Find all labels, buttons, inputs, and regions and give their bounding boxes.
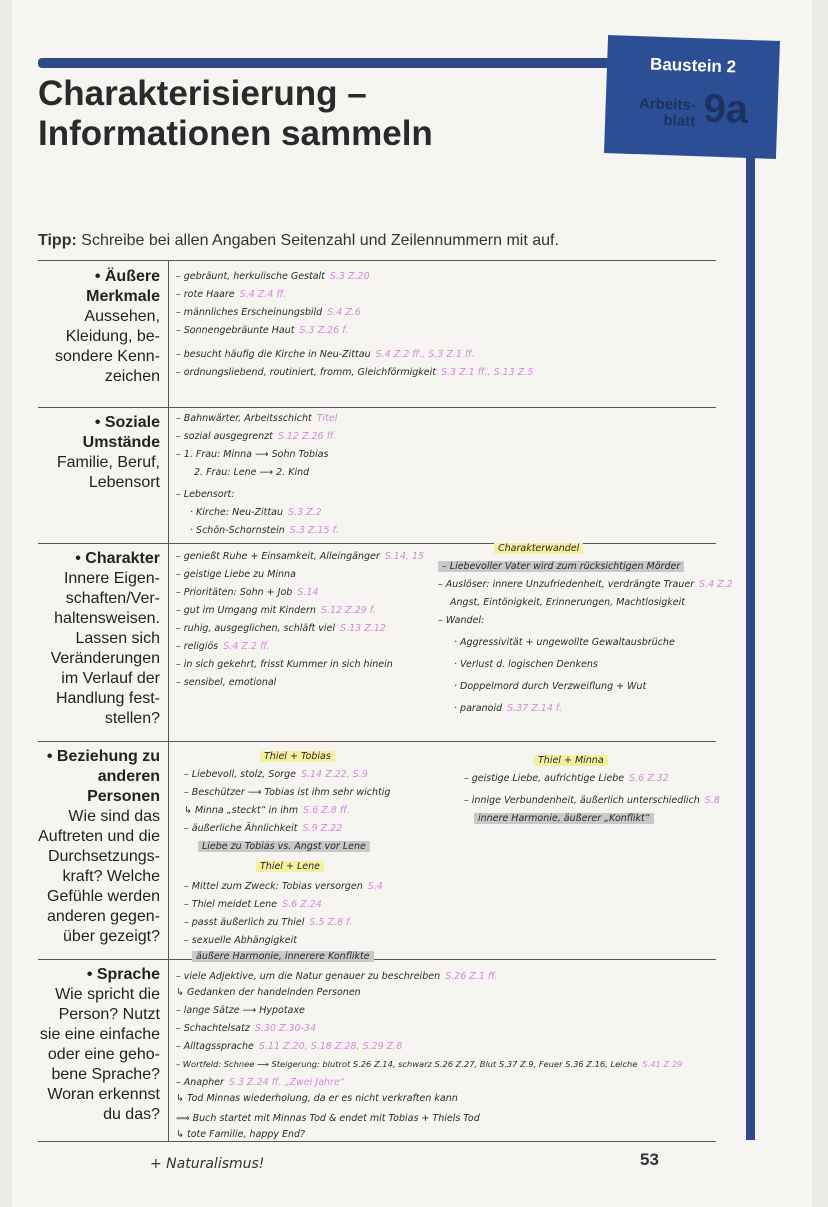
worksheet-table xyxy=(38,260,733,1142)
note-line: Angst, Eintönigkeit, Erinnerungen, Machtlosigkeit xyxy=(450,597,685,608)
row-heading: • Äußere Merkmale xyxy=(38,267,160,307)
note-line: – Alltagssprache S.11 Z.20, S.18 Z.28, S.29 Z.8 xyxy=(176,1041,403,1052)
note-line: – sozial ausgegrenzt S.12 Z.26 ff. xyxy=(176,431,337,442)
note-line: Liebe zu Tobias vs. Angst vor Lene xyxy=(198,841,375,852)
note-line: – besucht häufig die Kirche in Neu-Zittau S.4 Z.2 ff., S.3 Z.1 ff. xyxy=(176,349,475,360)
module-badge xyxy=(604,35,780,159)
tip-body: Schreibe bei allen Angaben Seitenzahl und Zeilennummern mit auf. xyxy=(81,232,559,249)
note-line: · Doppelmord durch Verzweiflung + Wut xyxy=(454,681,647,692)
note-line: – sensibel, emotional xyxy=(176,677,277,688)
note-line: – in sich gekehrt, frisst Kummer in sich hinein xyxy=(176,659,393,670)
row-description: Familie, Beruf, Lebensort xyxy=(56,454,160,491)
page-number: 53 xyxy=(640,1150,659,1169)
note-line: – Anapher S.3 Z.24 ff. „Zwei Jahre“ xyxy=(176,1077,345,1088)
handwritten-footnote: + Naturalismus! xyxy=(150,1156,265,1172)
badge-module: Baustein 2 xyxy=(649,54,737,77)
row-description: Wie sind das Auftreten und die Durchsetzungs- kraft? Welche Gefühle werden anderen gegen- über gezeigt? xyxy=(38,808,160,945)
row-label xyxy=(38,549,160,729)
note-line: ↳ Minna „steckt“ in ihm S.6 Z.8 ff. xyxy=(184,805,350,816)
subheading: Thiel + Minna xyxy=(534,755,608,766)
row-heading: • Soziale Umstände xyxy=(38,413,160,453)
note-line: – ruhig, ausgeglichen, schläft viel S.13 Z.12 xyxy=(176,623,386,634)
note-line: – männliches Erscheinungsbild S.4 Z.6 xyxy=(176,307,361,318)
note-line: – viele Adjektive, um die Natur genauer zu beschreiben S.26 Z.1 ff. xyxy=(176,971,498,982)
note-line: – äußerliche Ähnlichkeit S.9 Z.22 xyxy=(184,823,343,834)
row-label xyxy=(38,267,160,387)
badge-label: Arbeits- blatt xyxy=(638,95,696,131)
row-label xyxy=(38,413,160,493)
note-line: – Schachtelsatz S.30 Z.30-34 xyxy=(176,1023,317,1034)
note-line: · Kirche: Neu-Zittau S.3 Z.2 xyxy=(190,507,322,518)
note-line: – geistige Liebe zu Minna xyxy=(176,569,296,580)
note-line: · Aggressivität + ungewollte Gewaltausbrüche xyxy=(454,637,675,648)
note-line: ↳ Tod Minnas wiederholung, da er es nicht verkraften kann xyxy=(176,1093,458,1104)
note-line: – rote Haare S.4 Z.4 ff. xyxy=(176,289,287,300)
note-line: – Beschützer ⟶ Tobias ist ihm sehr wichtig xyxy=(184,787,391,798)
note-line: – 1. Frau: Minna ⟶ Sohn Tobias xyxy=(176,449,329,460)
note-line: – Liebevoller Vater wird zum rücksichtigen Mörder xyxy=(438,561,689,572)
table-row xyxy=(38,407,716,544)
table-row xyxy=(38,261,716,408)
note-line: · Schön-Schornstein S.3 Z.15 f. xyxy=(190,525,339,536)
note-line: – Bahnwärter, Arbeitsschicht Titel xyxy=(176,413,338,424)
note-line: innere Harmonie, äußerer „Konflikt“ xyxy=(474,813,659,824)
table-row xyxy=(38,741,720,962)
page-title xyxy=(38,74,433,154)
row-label xyxy=(38,747,160,947)
row-heading: • Beziehung zu anderen Personen xyxy=(38,747,160,807)
table-row xyxy=(38,959,716,1141)
note-line: 2. Frau: Lene ⟶ 2. Kind xyxy=(194,467,310,478)
note-line: äußere Harmonie, innerere Konflikte xyxy=(192,951,379,962)
note-line: – innige Verbundenheit, äußerlich unterschiedlich S.8 xyxy=(464,795,720,806)
note-line: – Lebensort: xyxy=(176,489,235,500)
subheading: Charakterwandel xyxy=(494,543,583,554)
note-line: · paranoid S.37 Z.14 f. xyxy=(454,703,563,714)
note-line: – Sonnengebräunte Haut S.3 Z.26 f. xyxy=(176,325,349,336)
row-description: Wie spricht die Person? Nutzt sie eine einfache oder eine geho- bene Sprache? Woran erkennst du das? xyxy=(39,986,160,1123)
note-line: – gebräunt, herkulische Gestalt S.3 Z.20 xyxy=(176,271,370,282)
note-line: – Liebevoll, stolz, Sorge S.14 Z.22, S.9 xyxy=(184,769,368,780)
subheading: Thiel + Tobias xyxy=(260,751,335,762)
note-line: – Wandel: xyxy=(438,615,485,626)
badge-number: 9a xyxy=(702,86,749,132)
note-line: – genießt Ruhe + Einsamkeit, Alleingänger S.14, 15 xyxy=(176,551,425,562)
note-line: – ordnungsliebend, routiniert, fromm, Gleichförmigkeit S.3 Z.1 ff., S.13 Z.5 xyxy=(176,367,534,378)
note-line: – gut im Umgang mit Kindern S.12 Z.29 f. xyxy=(176,605,376,616)
side-rule xyxy=(746,150,755,1140)
title-line-2: Informationen sammeln xyxy=(38,114,433,153)
note-line: ⟹ Buch startet mit Minnas Tod & endet mit Tobias + Thiels Tod xyxy=(176,1113,480,1124)
tip-text xyxy=(38,232,559,250)
note-line: – passt äußerlich zu Thiel S.5 Z.8 f. xyxy=(184,917,353,928)
note-line: – religiös S.4 Z.2 ff. xyxy=(176,641,270,652)
note-line: – Auslöser: innere Unzufriedenheit, verdrängte Trauer S.4 Z.2 xyxy=(438,579,733,590)
subheading: Thiel + Lene xyxy=(256,861,324,872)
note-line: ↳ Gedanken der handelnden Personen xyxy=(176,987,361,998)
row-label xyxy=(38,965,160,1125)
table-row xyxy=(38,543,733,742)
title-line-1: Charakterisierung – xyxy=(38,74,367,113)
row-heading: • Sprache xyxy=(38,965,160,985)
note-line: – lange Sätze ⟶ Hypotaxe xyxy=(176,1005,305,1016)
row-description: Innere Eigen- schaften/Ver- haltensweisen. Lassen sich Veränderungen im Verlauf der Handlung fest- stellen? xyxy=(50,570,160,727)
top-rule xyxy=(38,58,610,68)
note-line: – Wortfeld: Schnee ⟶ Steigerung: blutrot S.26 Z.14, schwarz S.26 Z.27, Blut S.37 Z.9, Feuer S.36 Z.16, Leiche S.41 Z.29 xyxy=(176,1059,683,1069)
row-heading: • Charakter xyxy=(38,549,160,569)
note-line: · Verlust d. logischen Denkens xyxy=(454,659,598,670)
row-description: Aussehen, Kleidung, be- sondere Kenn- zeichen xyxy=(55,308,160,385)
tip-label: Tipp: xyxy=(38,232,77,249)
note-line: ↳ tote Familie, happy End? xyxy=(176,1129,306,1140)
note-line: – Prioritäten: Sohn + Job S.14 xyxy=(176,587,319,598)
note-line: – sexuelle Abhängigkeit xyxy=(184,935,297,946)
note-line: – geistige Liebe, aufrichtige Liebe S.6 Z.32 xyxy=(464,773,669,784)
note-line: – Thiel meidet Lene S.6 Z.24 xyxy=(184,899,322,910)
note-line: – Mittel zum Zweck: Tobias versorgen S.4 xyxy=(184,881,383,892)
